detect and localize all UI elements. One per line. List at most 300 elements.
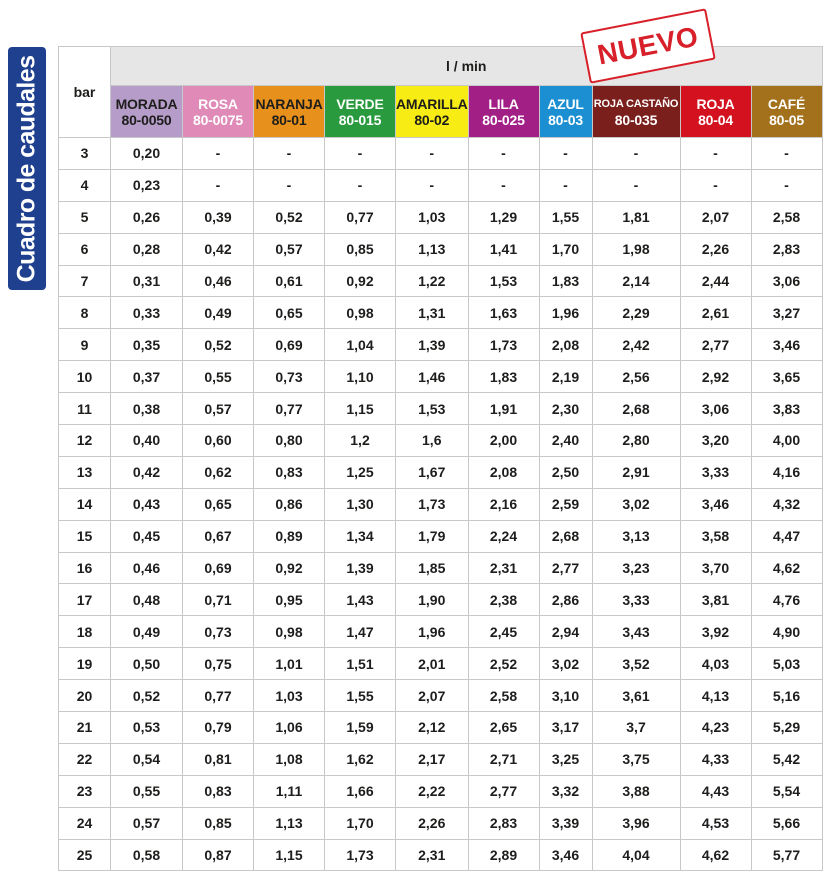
flow-value-cell: 0,57 — [111, 807, 183, 839]
flow-value-cell: 0,73 — [183, 616, 254, 648]
flow-value-cell: 4,13 — [680, 680, 751, 712]
nozzle-header — [254, 86, 325, 138]
flow-value-cell: 1,01 — [254, 648, 325, 680]
bar-cell: 20 — [59, 680, 111, 712]
flow-value-cell: 2,45 — [468, 616, 539, 648]
flow-value-cell: 3,81 — [680, 584, 751, 616]
flow-value-cell: 2,14 — [592, 265, 680, 297]
flow-value-cell: 5,03 — [751, 648, 822, 680]
nozzle-name: MORADA — [115, 95, 178, 112]
flow-value-cell: 2,52 — [468, 648, 539, 680]
flow-value-cell: 1,96 — [396, 616, 469, 648]
flow-value-cell: 2,61 — [680, 297, 751, 329]
flow-value-cell: 1,96 — [539, 297, 592, 329]
flow-value-cell: 3,33 — [592, 584, 680, 616]
flow-value-cell: 0,23 — [111, 169, 183, 201]
bar-cell: 12 — [59, 425, 111, 457]
bar-cell: 6 — [59, 233, 111, 265]
flow-value-cell: 0,77 — [183, 680, 254, 712]
flow-value-cell: 0,39 — [183, 201, 254, 233]
nozzle-code: 80-04 — [698, 111, 733, 128]
nozzle-header-row — [59, 86, 823, 138]
table-row — [59, 839, 823, 871]
flow-value-cell: - — [183, 169, 254, 201]
nozzle-code: 80-0075 — [193, 111, 243, 128]
flow-value-cell: 0,50 — [111, 648, 183, 680]
flow-value-cell: 1,08 — [254, 743, 325, 775]
flow-value-cell: 2,71 — [468, 743, 539, 775]
flow-value-cell: 1,53 — [396, 393, 469, 425]
flow-value-cell: 2,38 — [468, 584, 539, 616]
flow-value-cell: 2,30 — [539, 393, 592, 425]
flow-value-cell: 0,71 — [183, 584, 254, 616]
flow-value-cell: - — [539, 169, 592, 201]
flow-value-cell: 2,44 — [680, 265, 751, 297]
flow-value-cell: 1,98 — [592, 233, 680, 265]
flow-value-cell: 3,52 — [592, 648, 680, 680]
flow-value-cell: 3,32 — [539, 775, 592, 807]
flow-value-cell: 2,89 — [468, 839, 539, 871]
flow-value-cell: 2,86 — [539, 584, 592, 616]
flow-value-cell: 1,83 — [539, 265, 592, 297]
flow-value-cell: 2,50 — [539, 456, 592, 488]
nozzle-code: 80-01 — [271, 111, 307, 128]
flow-value-cell: 2,83 — [468, 807, 539, 839]
flow-value-cell: 4,62 — [751, 552, 822, 584]
flow-value-cell: 0,57 — [254, 233, 325, 265]
flow-value-cell: 3,7 — [592, 712, 680, 744]
bar-cell: 21 — [59, 712, 111, 744]
flow-value-cell: 4,16 — [751, 456, 822, 488]
flow-value-cell: 1,63 — [468, 297, 539, 329]
flow-value-cell: 1,13 — [254, 807, 325, 839]
table-row — [59, 680, 823, 712]
flow-value-cell: 3,92 — [680, 616, 751, 648]
flow-value-cell: 2,00 — [468, 425, 539, 457]
flow-value-cell: - — [592, 138, 680, 170]
nozzle-header — [325, 86, 396, 138]
flow-value-cell: 5,66 — [751, 807, 822, 839]
flow-value-cell: 0,33 — [111, 297, 183, 329]
nozzle-header — [680, 86, 751, 138]
flow-value-cell: 0,42 — [183, 233, 254, 265]
flow-value-cell: 2,92 — [680, 361, 751, 393]
flow-value-cell: 2,58 — [468, 680, 539, 712]
flow-value-cell: 3,06 — [680, 393, 751, 425]
flow-value-cell: 1,6 — [396, 425, 469, 457]
flow-value-cell: 0,67 — [183, 520, 254, 552]
flow-value-cell: 1,90 — [396, 584, 469, 616]
new-badge-text: NUEVO — [594, 20, 701, 71]
flow-value-cell: - — [468, 169, 539, 201]
flow-value-cell: - — [254, 169, 325, 201]
flow-value-cell: 3,33 — [680, 456, 751, 488]
nozzle-name: NARANJA — [255, 95, 323, 112]
flow-value-cell: 4,33 — [680, 743, 751, 775]
flow-value-cell: 0,62 — [183, 456, 254, 488]
flow-value-cell: 5,54 — [751, 775, 822, 807]
table-row — [59, 520, 823, 552]
nozzle-code: 80-025 — [482, 111, 525, 128]
flow-value-cell: 0,83 — [183, 775, 254, 807]
flow-value-cell: 1,13 — [396, 233, 469, 265]
flow-value-cell: 3,75 — [592, 743, 680, 775]
flow-value-cell: 2,83 — [751, 233, 822, 265]
flow-value-cell: 1,70 — [325, 807, 396, 839]
flow-value-cell: 1,73 — [468, 329, 539, 361]
bar-cell: 24 — [59, 807, 111, 839]
flow-value-cell: 2,59 — [539, 488, 592, 520]
flow-value-cell: 1,15 — [325, 393, 396, 425]
flow-value-cell: 3,02 — [592, 488, 680, 520]
table-row — [59, 648, 823, 680]
flow-value-cell: 0,85 — [183, 807, 254, 839]
flow-value-cell: 0,61 — [254, 265, 325, 297]
table-row — [59, 265, 823, 297]
flow-value-cell: 3,65 — [751, 361, 822, 393]
flow-value-cell: 0,80 — [254, 425, 325, 457]
flow-value-cell: 1,70 — [539, 233, 592, 265]
flow-value-cell: 1,11 — [254, 775, 325, 807]
flow-value-cell: 1,55 — [325, 680, 396, 712]
flow-value-cell: 1,91 — [468, 393, 539, 425]
table-row — [59, 616, 823, 648]
flow-value-cell: 4,47 — [751, 520, 822, 552]
flow-value-cell: 0,28 — [111, 233, 183, 265]
bar-cell: 17 — [59, 584, 111, 616]
flow-value-cell: 2,07 — [680, 201, 751, 233]
table-row — [59, 425, 823, 457]
bar-cell: 4 — [59, 169, 111, 201]
flow-value-cell: 4,03 — [680, 648, 751, 680]
flow-value-cell: 0,86 — [254, 488, 325, 520]
table-row — [59, 201, 823, 233]
bar-cell: 16 — [59, 552, 111, 584]
flow-value-cell: 1,66 — [325, 775, 396, 807]
flow-value-cell: 0,83 — [254, 456, 325, 488]
nozzle-name: CAFÉ — [767, 95, 806, 112]
flow-value-cell: 0,92 — [254, 552, 325, 584]
flow-value-cell: 1,46 — [396, 361, 469, 393]
nozzle-name: AZUL — [547, 95, 584, 112]
flow-value-cell: 3,23 — [592, 552, 680, 584]
bar-cell: 11 — [59, 393, 111, 425]
table-row — [59, 233, 823, 265]
flow-value-cell: 4,00 — [751, 425, 822, 457]
flow-value-cell: 5,42 — [751, 743, 822, 775]
flow-value-cell: 3,02 — [539, 648, 592, 680]
flow-value-cell: 3,70 — [680, 552, 751, 584]
flow-value-cell: 3,10 — [539, 680, 592, 712]
flow-value-cell: 2,08 — [539, 329, 592, 361]
bar-cell: 18 — [59, 616, 111, 648]
flow-value-cell: 1,15 — [254, 839, 325, 871]
nozzle-header — [183, 86, 254, 138]
table-row — [59, 329, 823, 361]
flow-value-cell: 3,46 — [680, 488, 751, 520]
flow-value-cell: 1,22 — [396, 265, 469, 297]
flow-value-cell: 0,95 — [254, 584, 325, 616]
flow-value-cell: 5,16 — [751, 680, 822, 712]
flow-value-cell: 1,62 — [325, 743, 396, 775]
bar-cell: 5 — [59, 201, 111, 233]
table-row — [59, 361, 823, 393]
flow-value-cell: 0,42 — [111, 456, 183, 488]
flow-value-cell: 2,29 — [592, 297, 680, 329]
nozzle-name: ROJA CASTAÑO — [593, 97, 679, 110]
flow-value-cell: 0,54 — [111, 743, 183, 775]
bar-cell: 22 — [59, 743, 111, 775]
flow-value-cell: 0,77 — [325, 201, 396, 233]
bar-cell: 10 — [59, 361, 111, 393]
table-row — [59, 297, 823, 329]
flow-value-cell: 2,68 — [592, 393, 680, 425]
flow-value-cell: 1,59 — [325, 712, 396, 744]
flow-value-cell: 4,23 — [680, 712, 751, 744]
bar-cell: 15 — [59, 520, 111, 552]
nozzle-name: LILA — [488, 95, 519, 112]
flow-value-cell: 2,31 — [468, 552, 539, 584]
flow-value-cell: 2,77 — [468, 775, 539, 807]
flow-value-cell: 0,87 — [183, 839, 254, 871]
flow-value-cell: 1,04 — [325, 329, 396, 361]
flow-value-cell: 2,12 — [396, 712, 469, 744]
flow-value-cell: 0,65 — [254, 297, 325, 329]
flow-value-cell: 1,55 — [539, 201, 592, 233]
nozzle-header — [468, 86, 539, 138]
bar-cell: 13 — [59, 456, 111, 488]
flow-value-cell: 0,20 — [111, 138, 183, 170]
flow-value-cell: 3,88 — [592, 775, 680, 807]
flow-value-cell: 2,40 — [539, 425, 592, 457]
nozzle-name: VERDE — [336, 95, 384, 112]
flow-value-cell: 1,67 — [396, 456, 469, 488]
flow-value-cell: 0,69 — [254, 329, 325, 361]
nozzle-name: ROSA — [198, 95, 238, 112]
flow-value-cell: 2,07 — [396, 680, 469, 712]
flow-value-cell: 2,01 — [396, 648, 469, 680]
flow-value-cell: 0,65 — [183, 488, 254, 520]
flow-value-cell: 3,17 — [539, 712, 592, 744]
flow-value-cell: 4,90 — [751, 616, 822, 648]
flow-value-cell: 0,46 — [183, 265, 254, 297]
flow-value-cell: 1,03 — [254, 680, 325, 712]
table-row — [59, 807, 823, 839]
flow-value-cell: 0,92 — [325, 265, 396, 297]
flow-value-cell: 2,08 — [468, 456, 539, 488]
flow-value-cell: 2,24 — [468, 520, 539, 552]
flow-value-cell: 0,75 — [183, 648, 254, 680]
flow-value-cell: 0,31 — [111, 265, 183, 297]
bar-cell: 14 — [59, 488, 111, 520]
flow-value-cell: 0,26 — [111, 201, 183, 233]
table-body — [59, 138, 823, 871]
nozzle-name: AMARILLA — [396, 95, 468, 112]
flow-value-cell: 0,49 — [183, 297, 254, 329]
flow-value-cell: 4,04 — [592, 839, 680, 871]
flow-value-cell: 0,69 — [183, 552, 254, 584]
flow-value-cell: 2,26 — [680, 233, 751, 265]
flow-value-cell: 1,25 — [325, 456, 396, 488]
flow-value-cell: 0,85 — [325, 233, 396, 265]
table-row — [59, 169, 823, 201]
flow-value-cell: 3,83 — [751, 393, 822, 425]
flow-value-cell: 2,77 — [539, 552, 592, 584]
table-row — [59, 456, 823, 488]
flow-value-cell: 2,16 — [468, 488, 539, 520]
flow-value-cell: 1,73 — [396, 488, 469, 520]
nozzle-header — [592, 86, 680, 138]
table-row — [59, 488, 823, 520]
flow-value-cell: 0,60 — [183, 425, 254, 457]
flow-value-cell: 2,17 — [396, 743, 469, 775]
flow-value-cell: 0,57 — [183, 393, 254, 425]
flow-value-cell: 0,46 — [111, 552, 183, 584]
flow-value-cell: 1,53 — [468, 265, 539, 297]
table-row — [59, 393, 823, 425]
flow-value-cell: 2,22 — [396, 775, 469, 807]
flow-value-cell: 2,58 — [751, 201, 822, 233]
flow-value-cell: 4,53 — [680, 807, 751, 839]
bar-cell: 23 — [59, 775, 111, 807]
nozzle-name: ROJA — [696, 95, 735, 112]
flow-value-cell: 3,43 — [592, 616, 680, 648]
table-row — [59, 712, 823, 744]
flow-value-cell: 0,43 — [111, 488, 183, 520]
flow-rate-table — [58, 46, 823, 871]
flow-value-cell: 4,43 — [680, 775, 751, 807]
unit-header: l / min — [111, 47, 823, 86]
flow-value-cell: 0,52 — [254, 201, 325, 233]
flow-value-cell: 1,34 — [325, 520, 396, 552]
flow-value-cell: 3,06 — [751, 265, 822, 297]
flow-value-cell: 1,2 — [325, 425, 396, 457]
bar-cell: 25 — [59, 839, 111, 871]
flow-value-cell: 3,20 — [680, 425, 751, 457]
flow-value-cell: 1,85 — [396, 552, 469, 584]
bar-cell: 3 — [59, 138, 111, 170]
flow-value-cell: 3,13 — [592, 520, 680, 552]
flow-value-cell: 0,55 — [183, 361, 254, 393]
nozzle-header — [111, 86, 183, 138]
flow-value-cell: 0,52 — [183, 329, 254, 361]
flow-value-cell: 0,53 — [111, 712, 183, 744]
flow-value-cell: - — [680, 169, 751, 201]
nozzle-code: 80-02 — [414, 111, 450, 128]
flow-value-cell: 0,58 — [111, 839, 183, 871]
flow-value-cell: 0,45 — [111, 520, 183, 552]
flow-value-cell: 1,51 — [325, 648, 396, 680]
flow-value-cell: 0,37 — [111, 361, 183, 393]
flow-value-cell: 1,73 — [325, 839, 396, 871]
flow-value-cell: 0,52 — [111, 680, 183, 712]
flow-value-cell: - — [539, 138, 592, 170]
flow-value-cell: 2,80 — [592, 425, 680, 457]
flow-value-cell: - — [680, 138, 751, 170]
nozzle-header — [539, 86, 592, 138]
flow-value-cell: 0,35 — [111, 329, 183, 361]
table-row — [59, 552, 823, 584]
flow-value-cell: 1,30 — [325, 488, 396, 520]
flow-value-cell: - — [183, 138, 254, 170]
flow-value-cell: 4,32 — [751, 488, 822, 520]
flow-value-cell: 0,98 — [325, 297, 396, 329]
flow-value-cell: 3,25 — [539, 743, 592, 775]
flow-value-cell: 2,94 — [539, 616, 592, 648]
flow-value-cell: 2,31 — [396, 839, 469, 871]
flow-value-cell: 1,31 — [396, 297, 469, 329]
flow-value-cell: 0,55 — [111, 775, 183, 807]
flow-value-cell: 1,41 — [468, 233, 539, 265]
flow-value-cell: 3,46 — [539, 839, 592, 871]
flow-value-cell: 1,83 — [468, 361, 539, 393]
nozzle-code: 80-0050 — [121, 111, 172, 128]
nozzle-code: 80-05 — [769, 111, 804, 128]
flow-value-cell: - — [254, 138, 325, 170]
flow-value-cell: 2,19 — [539, 361, 592, 393]
flow-value-cell: - — [751, 138, 822, 170]
flow-value-cell: 1,81 — [592, 201, 680, 233]
flow-value-cell: 4,62 — [680, 839, 751, 871]
flow-value-cell: 2,65 — [468, 712, 539, 744]
flow-value-cell: 1,39 — [396, 329, 469, 361]
flow-value-cell: - — [396, 138, 469, 170]
nozzle-header — [751, 86, 822, 138]
flow-value-cell: 2,91 — [592, 456, 680, 488]
flow-value-cell: 5,29 — [751, 712, 822, 744]
flow-value-cell: 0,81 — [183, 743, 254, 775]
flow-value-cell: - — [751, 169, 822, 201]
bar-cell: 19 — [59, 648, 111, 680]
flow-value-cell: 3,96 — [592, 807, 680, 839]
side-title-text: Cuadro de caudales — [12, 55, 41, 282]
flow-value-cell: 1,03 — [396, 201, 469, 233]
bar-cell: 7 — [59, 265, 111, 297]
flow-value-cell: 3,27 — [751, 297, 822, 329]
table-row — [59, 584, 823, 616]
flow-value-cell: 0,38 — [111, 393, 183, 425]
flow-value-cell: - — [396, 169, 469, 201]
nozzle-code: 80-03 — [548, 111, 583, 128]
flow-value-cell: - — [325, 169, 396, 201]
flow-value-cell: 3,39 — [539, 807, 592, 839]
flow-value-cell: 2,77 — [680, 329, 751, 361]
table-row — [59, 743, 823, 775]
flow-value-cell: 0,77 — [254, 393, 325, 425]
bar-column-header: bar — [59, 47, 111, 138]
flow-value-cell: 2,26 — [396, 807, 469, 839]
flow-value-cell: 1,39 — [325, 552, 396, 584]
table-row — [59, 138, 823, 170]
flow-value-cell: 4,76 — [751, 584, 822, 616]
flow-value-cell: 1,43 — [325, 584, 396, 616]
nozzle-header — [396, 86, 469, 138]
flow-value-cell: 0,79 — [183, 712, 254, 744]
side-title — [8, 47, 46, 290]
flow-value-cell: 0,49 — [111, 616, 183, 648]
bar-cell: 9 — [59, 329, 111, 361]
flow-value-cell: - — [325, 138, 396, 170]
flow-value-cell: 2,68 — [539, 520, 592, 552]
nozzle-code: 80-035 — [614, 111, 658, 128]
flow-value-cell: - — [468, 138, 539, 170]
flow-value-cell: 0,89 — [254, 520, 325, 552]
flow-value-cell: 1,06 — [254, 712, 325, 744]
flow-value-cell: 3,61 — [592, 680, 680, 712]
flow-value-cell: 0,73 — [254, 361, 325, 393]
flow-value-cell: 2,56 — [592, 361, 680, 393]
flow-value-cell: 5,77 — [751, 839, 822, 871]
